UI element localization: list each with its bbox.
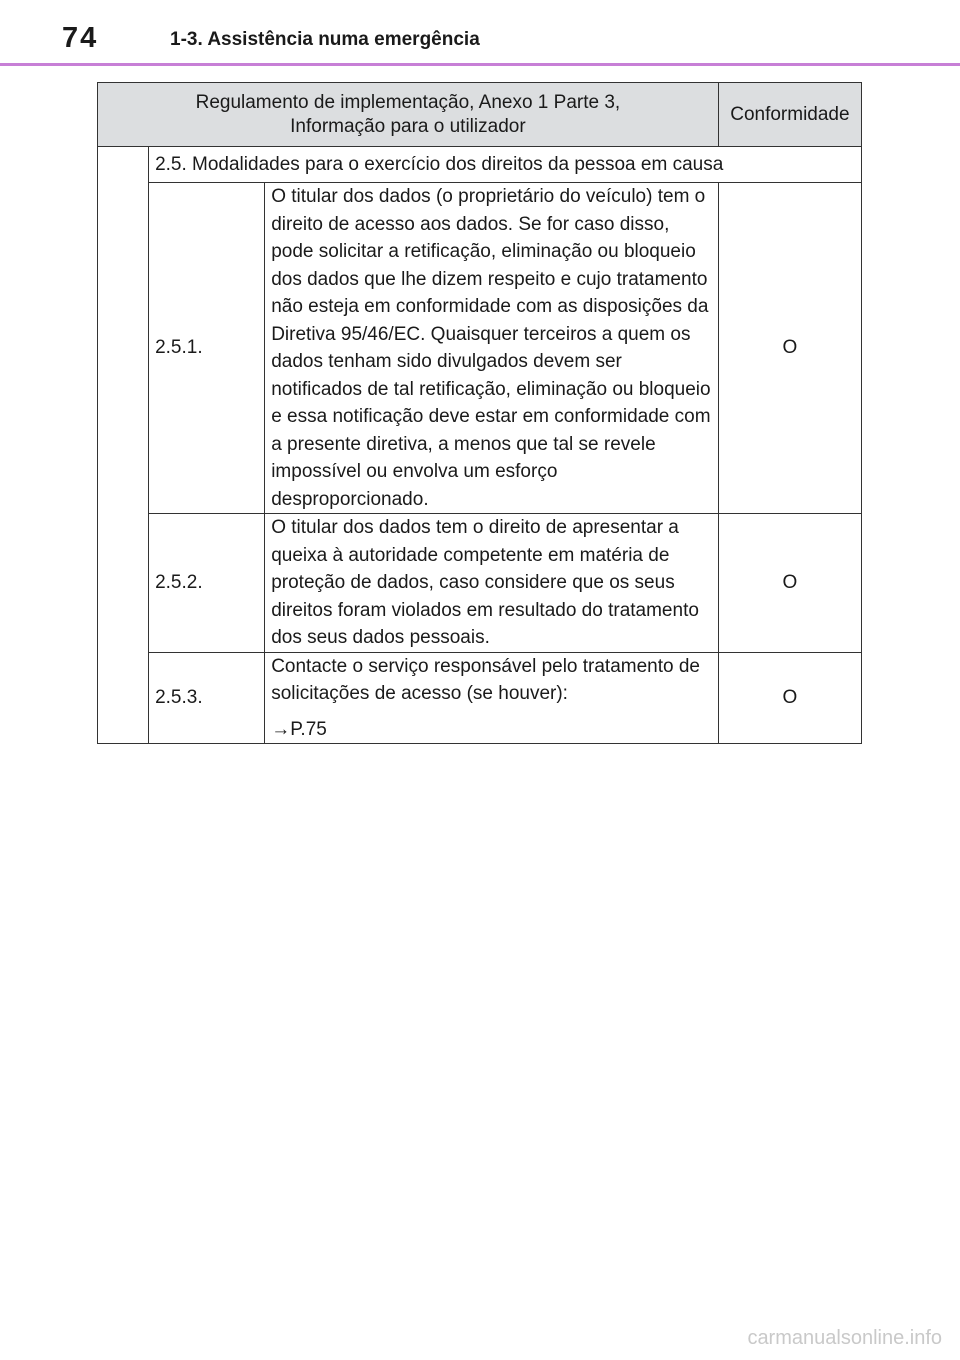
table-row — [98, 652, 862, 744]
section-subheading: 2.5. Modalidades para o exercício dos direitos da pessoa em causa — [149, 147, 862, 183]
header-divider — [0, 63, 960, 66]
page-number: 74 — [62, 22, 99, 54]
regulation-header-line2: Informação para o utilizador — [290, 115, 526, 137]
row-text: O titular dos dados tem o direito de apresentar a queixa à autoridade competente em matéria de proteção de dados, caso considere que os seus direitos foram violados em resultado do tratamento dos seus dados pessoais. — [265, 514, 719, 653]
regulation-header — [98, 83, 719, 147]
table-header-row — [98, 83, 862, 147]
table-row — [98, 183, 862, 514]
row-text-cell — [265, 652, 719, 744]
section-title: 1-3. Assistência numa emergência — [170, 29, 480, 50]
conformity-header: Conformidade — [718, 83, 861, 147]
row-number: 2.5.3. — [149, 652, 265, 744]
table-subheading-row — [98, 147, 862, 183]
row-conformity: O — [718, 652, 861, 744]
row-conformity: O — [718, 183, 861, 514]
regulation-header-line1: Regulamento de implementação, Anexo 1 Parte 3, — [195, 91, 621, 113]
page-reference-link[interactable]: →P.75 — [271, 718, 327, 740]
row-text: Contacte o serviço responsável pelo tratamento de solicitações de acesso (se houver): — [271, 655, 701, 704]
page-header — [0, 0, 960, 70]
regulation-table — [97, 82, 862, 744]
row-text: O titular dos dados (o proprietário do veículo) tem o direito de acesso aos dados. Se for caso disso, pode solicitar a retificação, eliminação ou bloqueio dos dados que lhe dizem respeito e cujo tratamento não esteja em conformidade com as disposições da Diretiva 95/46/EC. Quaisquer terceiros a quem os dados tenham sido divulgados devem ser notificados de tal retificação, eliminação ou bloqueio e essa notificação deve estar em conformidade com a presente diretiva, a menos que tal se revele impossível ou envolva um esforço desproporcionado. — [265, 183, 719, 514]
watermark: carmanualsonline.info — [747, 1327, 942, 1349]
table-row — [98, 514, 862, 653]
row-number: 2.5.1. — [149, 183, 265, 514]
blank-indent-cell — [98, 147, 149, 744]
row-number: 2.5.2. — [149, 514, 265, 653]
row-conformity: O — [718, 514, 861, 653]
